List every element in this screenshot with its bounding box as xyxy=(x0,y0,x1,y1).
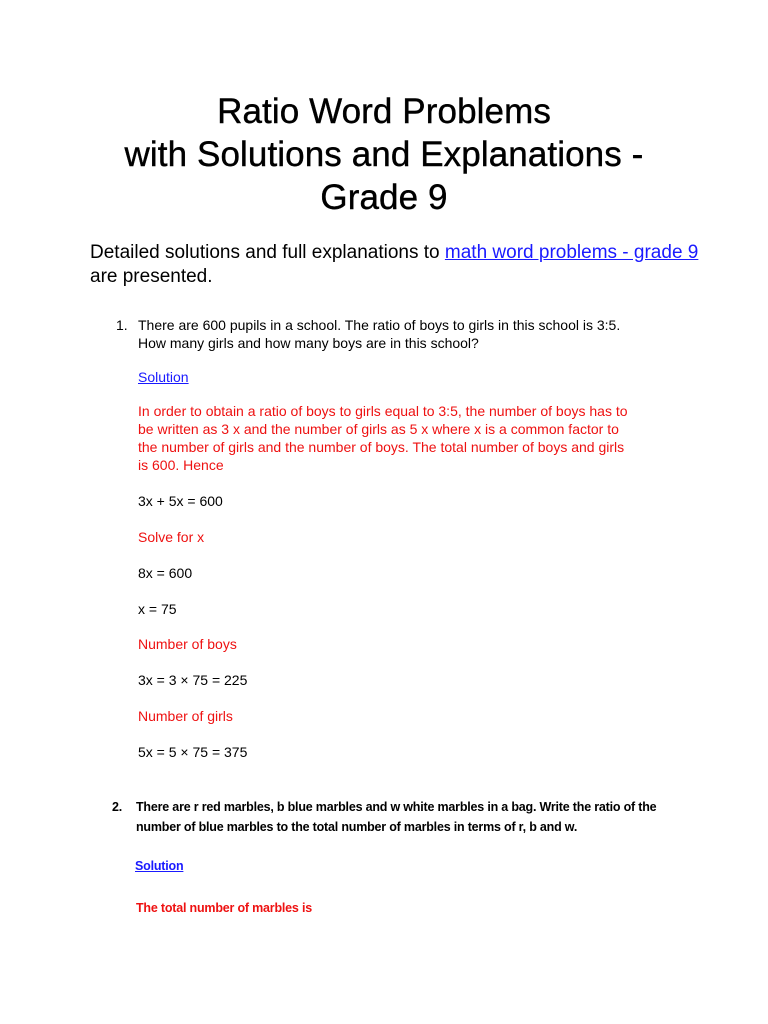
problem-2-total-label: The total number of marbles is xyxy=(136,901,312,915)
problem-1-boys-label: Number of boys xyxy=(138,636,237,652)
problem-1-explanation-line-4: is 600. Hence xyxy=(138,457,224,473)
problem-1-equation-2: 8x = 600 xyxy=(138,565,193,581)
problem-1-equation-4: 3x = 3 × 75 = 225 xyxy=(138,672,248,688)
problem-1-solve-label: Solve for x xyxy=(138,529,205,545)
problem-1-question xyxy=(138,316,698,352)
title-line-1: Ratio Word Problems xyxy=(217,92,551,131)
intro-paragraph xyxy=(90,241,710,289)
problem-2-number: 2. xyxy=(112,800,123,814)
problem-2-question-line-2: number of blue marbles to the total number of marbles in terms of r, b and w. xyxy=(136,820,578,834)
title-line-3: Grade 9 xyxy=(320,178,448,217)
problem-1-equation-5: 5x = 5 × 75 = 375 xyxy=(138,744,248,760)
problem-2-solution-link[interactable]: Solution xyxy=(135,859,184,873)
intro-text-before: Detailed solutions and full explanations to xyxy=(90,242,445,263)
title-line-2: with Solutions and Explanations - xyxy=(124,135,644,174)
problem-1-equation-1: 3x + 5x = 600 xyxy=(138,493,223,509)
problem-1-explanation-line-2: be written as 3 x and the number of girls as 5 x where x is a common factor to xyxy=(138,421,619,437)
problem-1-question-line-2: How many girls and how many boys are in this school? xyxy=(138,335,479,351)
problem-1-explanation xyxy=(138,402,698,474)
problem-1-girls-label: Number of girls xyxy=(138,708,233,724)
problem-1-equation-3: x = 75 xyxy=(138,601,177,617)
problem-1-question-line-1: There are 600 pupils in a school. The ratio of boys to girls in this school is 3:5. xyxy=(138,317,621,333)
math-word-problems-link[interactable]: math word problems - grade 9 xyxy=(444,242,699,263)
problem-1-number: 1. xyxy=(116,317,128,333)
intro-text-after: are presented. xyxy=(90,266,213,287)
problem-1-solution-link[interactable]: Solution xyxy=(138,369,189,385)
problem-1-explanation-line-1: In order to obtain a ratio of boys to girls equal to 3:5, the number of boys has to xyxy=(138,403,628,419)
problem-2-question xyxy=(136,797,716,837)
problem-1-explanation-line-3: the number of girls and the number of boys. The total number of boys and girls xyxy=(138,439,625,455)
page-title xyxy=(0,90,768,219)
problem-2-question-line-1: There are r red marbles, b blue marbles and w white marbles in a bag. Write the ratio of the xyxy=(136,800,657,814)
